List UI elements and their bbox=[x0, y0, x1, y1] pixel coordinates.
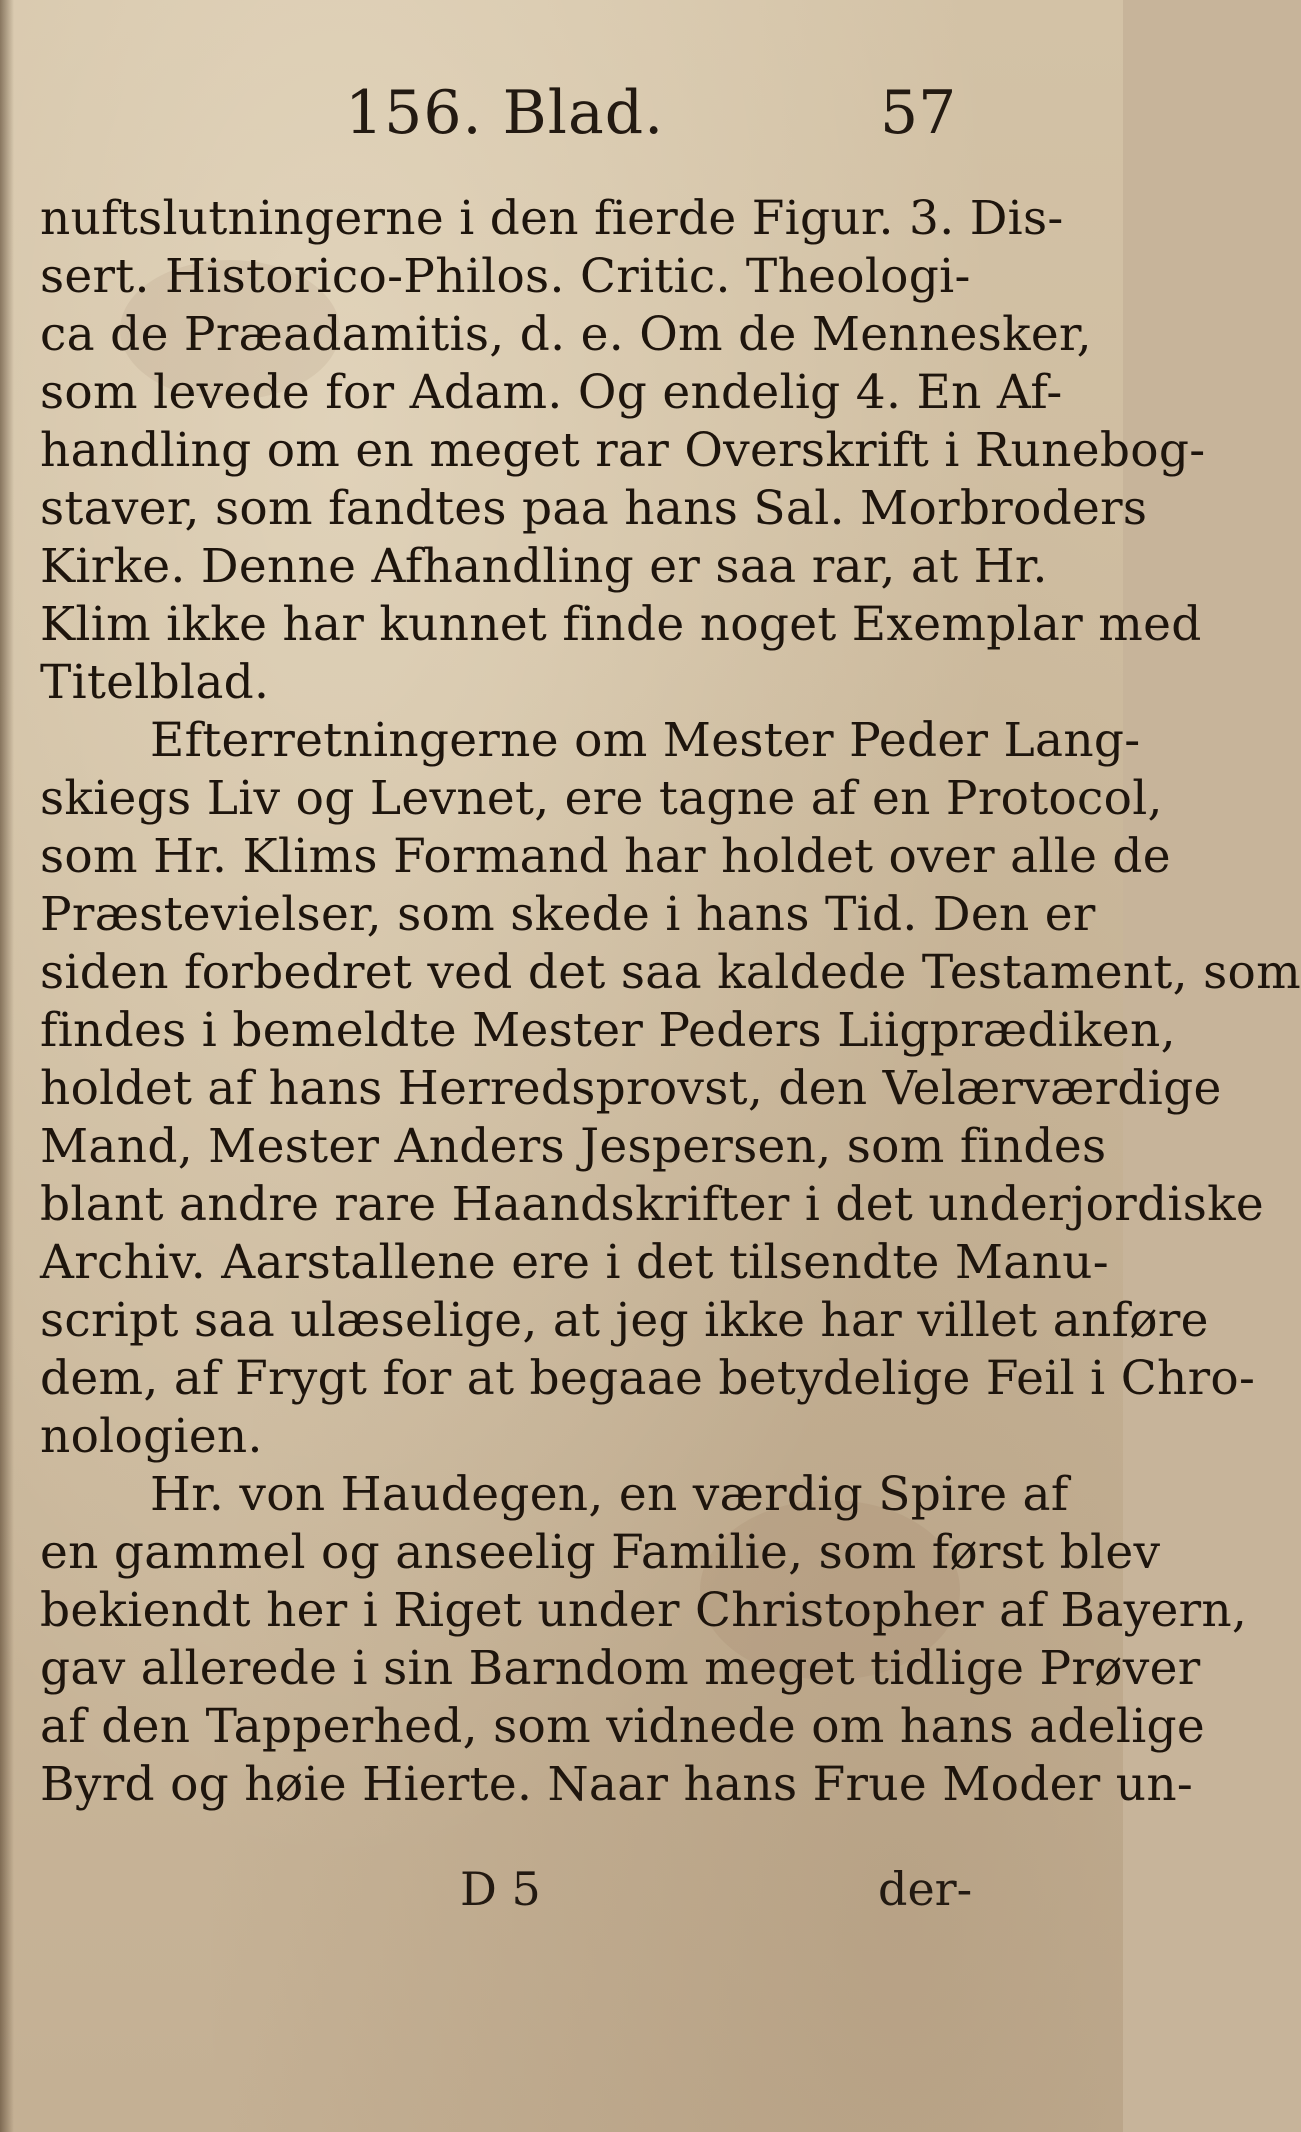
text-line: Mand, Mester Anders Jespersen, som findes bbox=[40, 1119, 1107, 1174]
text-line: som Hr. Klims Formand har holdet over alle de bbox=[40, 829, 1171, 884]
text-line: blant andre rare Haandskrifter i det underjordiske bbox=[40, 1177, 1265, 1232]
text-line: skiegs Liv og Levnet, ere tagne af en Protocol, bbox=[40, 771, 1163, 826]
text-line: Archiv. Aarstallene ere i det tilsendte Manu- bbox=[40, 1235, 1109, 1290]
text-line: ca de Præadamitis, d. e. Om de Mennesker, bbox=[40, 307, 1092, 362]
text-line: holdet af hans Herredsprovst, den Velærværdige bbox=[40, 1061, 1222, 1116]
header-title: 156. Blad. bbox=[345, 78, 665, 148]
text-line: script saa ulæselige, at jeg ikke har villet anføre bbox=[40, 1293, 1209, 1348]
text-line: Byrd og høie Hierte. Naar hans Frue Moder un- bbox=[40, 1757, 1194, 1812]
text-line: nologien. bbox=[40, 1409, 263, 1464]
text-line: som levede for Adam. Og endelig 4. En Af- bbox=[40, 365, 1063, 420]
text-line: Kirke. Denne Afhandling er saa rar, at Hr. bbox=[40, 539, 1048, 594]
paragraph-first-line: Efterretningerne om Mester Peder Lang- bbox=[150, 713, 1141, 768]
page-footer bbox=[0, 1862, 1123, 1922]
text-line: Præstevielser, som skede i hans Tid. Den er bbox=[40, 887, 1096, 942]
text-line: af den Tapperhed, som vidnede om hans adelige bbox=[40, 1699, 1206, 1754]
catchword: der- bbox=[878, 1862, 973, 1916]
text-line: handling om en meget rar Overskrift i Runebog- bbox=[40, 423, 1206, 478]
text-line: findes i bemeldte Mester Peders Liigprædiken, bbox=[40, 1003, 1176, 1058]
running-header bbox=[0, 78, 1123, 148]
text-line: siden forbedret ved det saa kaldede Testament, som bbox=[40, 945, 1301, 1000]
body-text bbox=[40, 190, 1301, 1814]
text-line: en gammel og anseelig Familie, som først blev bbox=[40, 1525, 1161, 1580]
page-number: 57 bbox=[880, 78, 957, 148]
text-line: gav allerede i sin Barndom meget tidlige Prøver bbox=[40, 1641, 1201, 1696]
text-line: bekiendt her i Riget under Christopher af Bayern, bbox=[40, 1583, 1248, 1638]
text-line: Klim ikke har kunnet finde noget Exemplar med bbox=[40, 597, 1202, 652]
page-gutter-shadow bbox=[0, 0, 14, 2132]
text-line: sert. Historico-Philos. Critic. Theologi- bbox=[40, 249, 971, 304]
paragraph-first-line: Hr. von Haudegen, en værdig Spire af bbox=[150, 1467, 1069, 1522]
text-line: staver, som fandtes paa hans Sal. Morbroders bbox=[40, 481, 1148, 536]
text-line: dem, af Frygt for at begaae betydelige Feil i Chro- bbox=[40, 1351, 1256, 1406]
text-line: Titelblad. bbox=[40, 655, 270, 710]
text-line: nuftslutningerne i den fierde Figur. 3. Dis- bbox=[40, 191, 1064, 246]
signature-mark: D 5 bbox=[460, 1862, 541, 1916]
